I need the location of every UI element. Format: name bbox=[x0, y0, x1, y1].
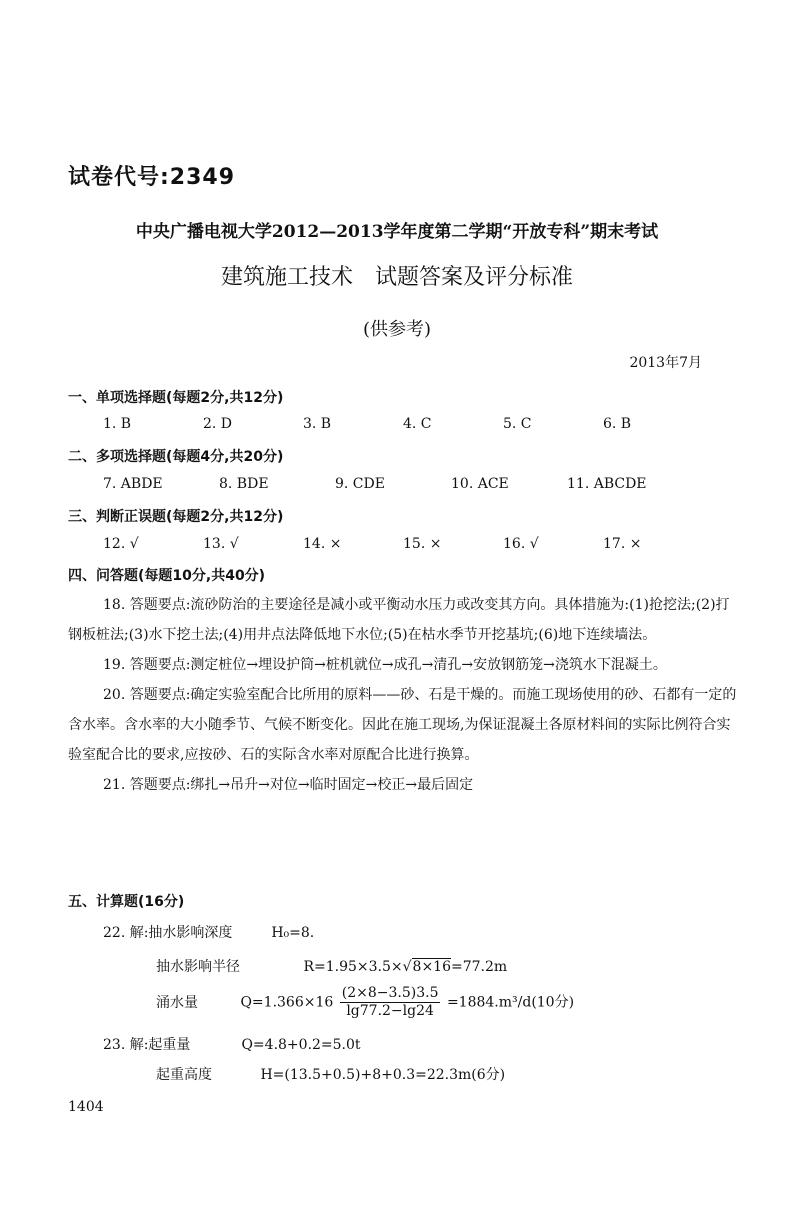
answer-q19: 19. 答题要点:测定桩位→埋设护筒→桩机就位→成孔→清孔→安放钢筋笼→浇筑水下混凝土。 bbox=[103, 657, 667, 673]
answer-item: 3. B bbox=[303, 416, 332, 432]
exam-date: 2013年7月 bbox=[629, 355, 702, 371]
answer-item: 13. √ bbox=[203, 536, 239, 552]
section2-heading: 二、多项选择题(每题4分,共20分) bbox=[68, 449, 284, 465]
q22-depth-line bbox=[103, 922, 314, 942]
q23-weight-line bbox=[103, 1034, 361, 1054]
page-number: 1404 bbox=[68, 1099, 104, 1115]
answer-item: 11. ABCDE bbox=[567, 476, 647, 492]
paper-code: 试卷代号:2349 bbox=[68, 165, 236, 190]
answer-item: 12. √ bbox=[103, 536, 139, 552]
answer-item: 5. C bbox=[503, 416, 532, 432]
reference-note: (供参考) bbox=[362, 319, 432, 340]
answer-q20: 20. 答题要点:确定实验室配合比所用的原料——砂、石是干燥的。而施工现场使用的砂、石都有一定的含水率。含水率的大小随季节、气候不断变化。因此在施工现场,为保证混凝土各原材料间的实际比例符合实验室配合比的要求,应按砂、石的实际含水率对原配合比进行换算。 bbox=[68, 687, 737, 763]
q22-flow-prefix: Q=1.366×16 bbox=[240, 994, 334, 1011]
q22-radius-label: 抽水影响半径 bbox=[156, 959, 240, 975]
answer-item: 2. D bbox=[203, 416, 233, 432]
answer-item: 1. B bbox=[103, 416, 132, 432]
answer-item: 16. √ bbox=[503, 536, 539, 552]
answer-item: 8. BDE bbox=[219, 476, 269, 492]
answer-q21: 21. 答题要点:绑扎→吊升→对位→临时固定→校正→最后固定 bbox=[103, 777, 474, 793]
answer-item: 17. × bbox=[603, 536, 642, 552]
q22-label: 22. 解:抽水影响深度 bbox=[103, 925, 233, 941]
section1-heading: 一、单项选择题(每题2分,共12分) bbox=[68, 390, 284, 406]
section3-answers bbox=[103, 536, 703, 552]
section4-heading: 四、问答题(每题10分,共40分) bbox=[68, 568, 266, 584]
q23-weight-expr: Q=4.8+0.2=5.0t bbox=[241, 1037, 361, 1053]
q22-flow-numerator: (2×8−3.5)3.5 bbox=[341, 985, 439, 1001]
q22-radius-sqrt: 8×16 bbox=[412, 959, 451, 975]
sqrt-icon: √ bbox=[402, 959, 412, 975]
q23-label: 23. 解:起重量 bbox=[103, 1037, 191, 1053]
answer-item: 15. × bbox=[403, 536, 442, 552]
q22-radius-prefix: R=1.95×3.5× bbox=[303, 959, 403, 975]
q23-height-line bbox=[156, 1064, 505, 1084]
subject-title: 建筑施工技术 试题答案及评分标准 bbox=[220, 265, 573, 290]
answer-item: 7. ABDE bbox=[103, 476, 163, 492]
answer-item: 9. CDE bbox=[335, 476, 385, 492]
answer-item: 4. C bbox=[403, 416, 432, 432]
q23-height-label: 起重高度 bbox=[156, 1067, 212, 1083]
answer-item: 10. ACE bbox=[451, 476, 509, 492]
section4-answers bbox=[68, 590, 738, 800]
q22-flow-denominator: lg77.2−lg24 bbox=[346, 1003, 434, 1019]
q22-radius-line bbox=[156, 956, 507, 976]
q22-flow-line bbox=[156, 985, 574, 1020]
answer-q18: 18. 答题要点:流砂防治的主要途径是减小或平衡动水压力或改变其方向。具体措施为:(1)抢挖法;(2)打钢板桩法;(3)水下挖土法;(4)用井点法降低地下水位;(5)在枯水季节开挖基坑;(6)地下连续墙法。 bbox=[68, 597, 730, 643]
q23-height-expr: H=(13.5+0.5)+8+0.3=22.3m(6分) bbox=[260, 1067, 506, 1083]
section2-answers bbox=[103, 476, 683, 492]
answer-item: 14. × bbox=[303, 536, 342, 552]
q22-flow-fraction bbox=[340, 985, 441, 1020]
section5-heading: 五、计算题(16分) bbox=[68, 894, 185, 910]
q22-radius-suffix: =77.2m bbox=[451, 959, 508, 975]
q22-depth-expr: H₀=8. bbox=[271, 925, 315, 941]
exam-title: 中央广播电视大学2012—2013学年度第二学期“开放专科”期末考试 bbox=[135, 222, 659, 242]
section1-answers bbox=[103, 416, 703, 432]
q22-flow-label: 涌水量 bbox=[156, 994, 198, 1011]
answer-item: 6. B bbox=[603, 416, 632, 432]
section3-heading: 三、判断正误题(每题2分,共12分) bbox=[68, 509, 284, 525]
q22-flow-suffix: =1884.m³/d(10分) bbox=[446, 994, 575, 1011]
